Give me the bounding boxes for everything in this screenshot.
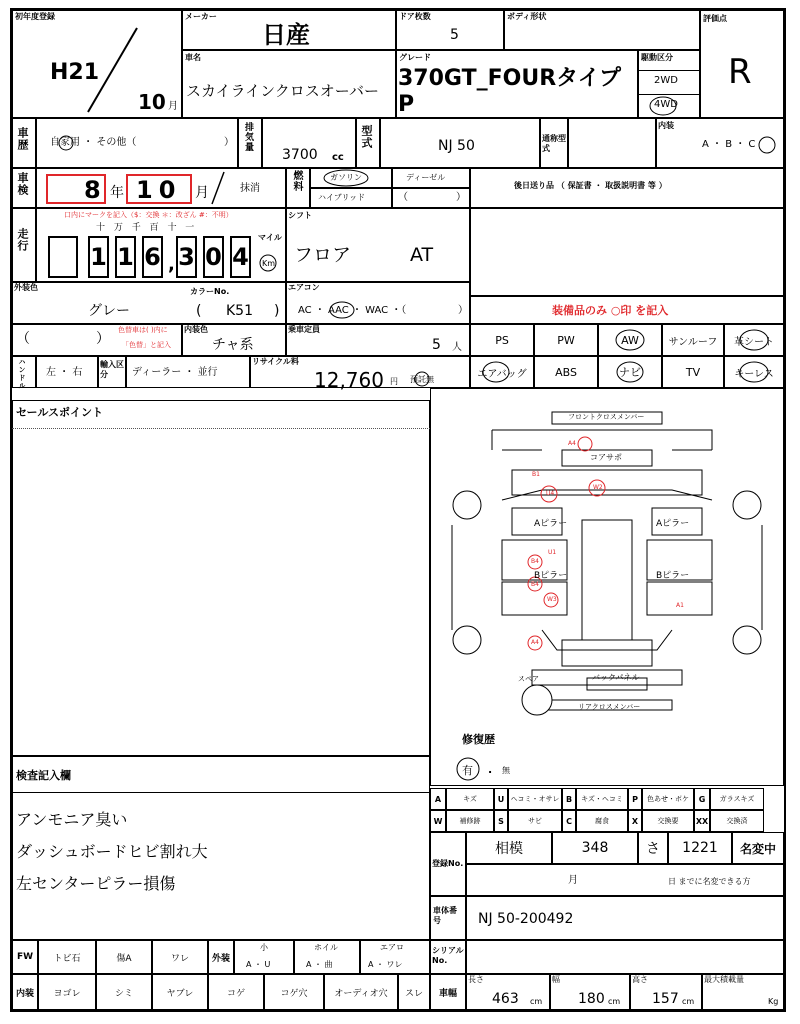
inspection-month-unit: 月 — [195, 185, 209, 201]
exterior-color-label: 外装色 — [14, 283, 38, 292]
recycle-label: リサイクル料 — [252, 357, 299, 366]
ext-small: A ・ U — [246, 960, 271, 969]
equip-ps: PS — [470, 324, 534, 356]
drive-label: 駆動区分 — [641, 53, 673, 62]
mileage-comma: , — [168, 254, 175, 275]
recycle-value: 12,760 — [314, 368, 384, 392]
model-code-value: NJ 50 — [438, 138, 475, 154]
max-load-label: 最大積載量 — [704, 975, 744, 984]
int-item-3: ヤブレ — [152, 974, 208, 1010]
legend-cell: 腐食 — [576, 810, 628, 832]
inspection-notes-label: 検査記入欄 — [16, 769, 71, 782]
length-unit: cm — [530, 997, 543, 1006]
int-item-5: コゲ穴 — [264, 974, 324, 1010]
legend-cell: B — [562, 788, 576, 810]
drive-2wd: 2WD — [654, 75, 678, 86]
later-items-label: 後日送り品 （ 保証書 ・ 取扱説明書 等 ） — [514, 181, 667, 190]
repair-no: 無 — [502, 766, 510, 775]
inspection-note-1: アンモニア臭い — [16, 810, 128, 829]
mileage-note: 口内にマークを記入（$：交換 ＊：改ざん #：不明） — [64, 211, 233, 219]
diagram-core-support: コアサポ — [590, 453, 622, 462]
equip-leather-circle — [732, 328, 776, 352]
legend-cell: 交換済 — [710, 810, 764, 832]
mark-b1: B1 — [532, 471, 540, 478]
inspection-month: 10 — [136, 176, 182, 204]
registration-day-text: 日 までに名変できる方 — [668, 877, 751, 886]
capacity-label: 乗車定員 — [288, 325, 320, 334]
legend-cell: P — [628, 788, 642, 810]
fw-item-2: 傷A — [96, 940, 152, 974]
registration-label: 登録No. — [432, 859, 464, 868]
equip-airbag: エアバッグ — [470, 356, 534, 388]
mileage-digit-0 — [48, 236, 78, 278]
diagram-back-panel: バックパネル — [592, 673, 640, 682]
chassis-value: NJ 50-200492 — [478, 911, 574, 927]
doors-label: ドア枚数 — [399, 12, 431, 21]
equipment-header: 装備品のみ ○印 を記入 — [552, 304, 669, 317]
mileage-km-circle — [256, 254, 280, 272]
mileage-digit-1: 1 — [88, 236, 109, 278]
fuel-other-close: ） — [456, 192, 466, 203]
mileage-label: 走行 — [16, 228, 29, 252]
aircon-aac-circle — [328, 300, 356, 320]
mark-w3: W3 — [547, 596, 557, 603]
equip-pw: PW — [534, 324, 598, 356]
maker-value: 日産 — [262, 21, 310, 49]
exterior-color-value: グレー — [88, 303, 130, 319]
legend-cell: G — [694, 788, 710, 810]
aircon-close: ） — [458, 305, 468, 316]
color-change-open: （ — [16, 331, 30, 347]
equip-tv: TV — [662, 356, 724, 388]
interior-color-value: チャ系 — [212, 337, 254, 353]
drive-4wd: 4WD — [654, 99, 678, 110]
mark-a4-rear: A4 — [531, 639, 539, 646]
mark-a4-front: A4 — [568, 440, 576, 447]
later-items-area — [470, 208, 784, 296]
max-load-unit: Kg — [768, 997, 779, 1006]
common-type-cell — [568, 118, 656, 168]
aircon-label: エアコン — [288, 283, 320, 292]
mileage-digit-5: 0 — [203, 236, 224, 278]
registration-office: 相模 — [466, 832, 552, 864]
int-item-6: オーディオ穴 — [324, 974, 398, 1010]
inspection-year-unit: 年 — [110, 185, 124, 201]
shift-label: シフト — [288, 211, 312, 220]
grade-score-label: 評価点 — [703, 14, 727, 23]
import-label: 輸入区分 — [100, 360, 124, 380]
registration-class: 348 — [552, 832, 638, 864]
repair-dot: . — [488, 763, 493, 776]
sales-points-cell — [12, 400, 430, 756]
equip-leather: 革シート — [724, 324, 784, 356]
first-reg-label: 初年度登録 — [15, 12, 55, 21]
registration-number: 1221 — [668, 832, 732, 864]
height-label: 高さ — [632, 975, 648, 984]
first-reg-month: 10 — [138, 90, 166, 114]
inspection-notes-divider — [12, 792, 430, 793]
ext-small-head: 小 — [260, 943, 268, 952]
mark-b4-2: B4 — [531, 581, 539, 588]
history-close: ） — [224, 137, 234, 148]
grade-label: グレード — [399, 53, 431, 62]
interior-c-circle — [757, 136, 777, 154]
fw-label: FW — [12, 940, 38, 974]
equip-aw-circle — [608, 328, 652, 352]
first-reg-era: H21 — [50, 60, 100, 85]
legend-cell: ガラスキズ — [710, 788, 764, 810]
int-label: 内装 — [12, 974, 38, 1010]
chassis-label: 車体番号 — [433, 906, 457, 926]
interior-color-label: 内装色 — [184, 325, 208, 334]
ext-label: 外装 — [208, 940, 234, 974]
grade-score-value: R — [728, 52, 752, 92]
body-label: ボディ形状 — [507, 12, 547, 21]
ext-aero: A ・ ワレ — [368, 960, 403, 969]
height-value: 157 — [652, 991, 679, 1007]
inspection-note-2: ダッシュボードヒビ割れ大 — [16, 842, 208, 861]
equip-abs: ABS — [534, 356, 598, 388]
model-name-value: スカイラインクロスオーバー — [186, 82, 380, 100]
dims-label: 車幅 — [430, 974, 466, 1010]
transmission-value: AT — [410, 244, 434, 266]
legend-cell: サビ — [508, 810, 562, 832]
int-item-1: ヨゴレ — [38, 974, 96, 1010]
equip-keyless-circle — [732, 360, 776, 384]
diagram-a-pillar-left: Aピラー — [534, 519, 568, 529]
ext-wheel: A ・ 曲 — [306, 960, 333, 969]
color-no-open: ( — [196, 303, 202, 319]
grade-line2: P — [398, 92, 415, 117]
mileage-unit-km: Km — [262, 259, 276, 268]
diagram-front-cross: フロントクロスメンバー — [568, 413, 645, 421]
legend-cell: 交換要 — [642, 810, 694, 832]
inspection-year: 8 — [84, 176, 101, 204]
inspection-label: 車検 — [16, 172, 29, 196]
inspection-slash — [208, 170, 228, 206]
diagram-spare: スペア — [518, 675, 539, 683]
color-no-value: K51 — [226, 303, 253, 319]
height-unit: cm — [682, 997, 695, 1006]
mark-u1: U1 — [548, 549, 557, 556]
width-unit: cm — [608, 997, 621, 1006]
interior-grades: A ・ B ・ C — [702, 139, 756, 150]
history-label: 車歴 — [16, 127, 29, 151]
first-reg-month-unit: 月 — [168, 101, 178, 112]
color-change-close: ） — [96, 331, 110, 347]
width-value: 180 — [578, 991, 605, 1007]
fuel-other-open: （ — [398, 192, 408, 203]
legend-cell: ヘコミ・オサレ — [508, 788, 562, 810]
ext-wheel-head: ホイル — [314, 943, 338, 952]
doors-value: 5 — [450, 27, 459, 43]
color-no-close: ) — [274, 303, 280, 319]
inspection-cancel: 抹消 — [240, 183, 260, 194]
sales-points-label: セールスポイント — [16, 406, 104, 419]
fw-item-1: トビ石 — [38, 940, 96, 974]
serial-cell — [466, 940, 784, 974]
fuel-hybrid: ハイブリッド — [318, 193, 366, 202]
mark-u4: U4 — [546, 490, 555, 497]
legend-cell: 色あせ・ボケ — [642, 788, 694, 810]
equip-navi: ナビ — [598, 356, 662, 388]
model-name-label: 車名 — [185, 53, 201, 62]
slash-mark — [82, 24, 142, 116]
serial-label: シリアルNo. — [432, 946, 464, 966]
fuel-gasoline-circle — [322, 168, 370, 188]
diagram-b-pillar-left: Bピラー — [534, 571, 568, 581]
legend-cell: A — [430, 788, 446, 810]
diagram-b-pillar-right: Bピラー — [656, 571, 690, 581]
displacement-label: 排気量 — [243, 122, 253, 152]
equip-aw: AW — [598, 324, 662, 356]
displacement-unit: cc — [332, 152, 344, 163]
mark-w2: W2 — [593, 484, 603, 491]
diagram-a-pillar-right: Aピラー — [656, 519, 690, 529]
diagram-rear-cross: リアクロスメンバー — [578, 703, 641, 711]
equip-sunroof: サンルーフ — [662, 324, 724, 356]
interior-label: 内装 — [658, 121, 674, 130]
mileage-digit-4: 3 — [176, 236, 197, 278]
shift-value: フロア — [294, 244, 352, 266]
registration-name-change: 名変中 — [732, 832, 784, 864]
ext-aero-head: エアロ — [380, 943, 404, 952]
mark-a1: A1 — [676, 602, 684, 609]
recycle-unit: 円 — [390, 377, 398, 386]
history-circle — [56, 134, 76, 152]
legend-cell: X — [628, 810, 642, 832]
aircon-options: AC ・ AAC ・ WAC ・（ — [298, 305, 407, 316]
handle-text: 左 ・ 右 — [46, 367, 83, 378]
legend-cell: キズ — [446, 788, 494, 810]
inspection-note-3: 左センターピラー損傷 — [16, 874, 176, 893]
capacity-value: 5 — [432, 337, 441, 353]
grade-line1: 370GT_FOURタイプ — [398, 66, 622, 91]
int-item-4: コゲ — [208, 974, 264, 1010]
legend-cell: W — [430, 810, 446, 832]
color-no-label: カラーNo. — [190, 287, 230, 296]
model-code-label: 型式 — [360, 125, 373, 149]
int-item-7: スレ — [398, 974, 430, 1010]
repair-yes: 有 — [462, 764, 473, 777]
mileage-units: 十 万 千 百 十 一 — [96, 223, 198, 233]
repair-label: 修復歴 — [462, 733, 495, 746]
repair-yes-circle — [454, 756, 482, 782]
width-label: 幅 — [552, 975, 560, 984]
mileage-unit-mile: マイル — [258, 233, 282, 242]
capacity-unit: 人 — [452, 342, 462, 353]
import-text: ディーラー ・ 並行 — [132, 367, 218, 378]
int-item-2: シミ — [96, 974, 152, 1010]
length-value: 463 — [492, 991, 519, 1007]
legend-cell: S — [494, 810, 508, 832]
legend-cell: C — [562, 810, 576, 832]
mileage-digit-3: 6 — [142, 236, 163, 278]
history-text: 自家用 ・ その他（ — [50, 137, 137, 148]
recycle-deposit: 預託無 — [410, 375, 434, 384]
equip-airbag-circle — [476, 360, 528, 384]
legend-cell: キズ・ヘコミ — [576, 788, 628, 810]
fw-item-3: ワレ — [152, 940, 208, 974]
length-label: 長さ — [468, 975, 484, 984]
displacement-value: 3700 — [282, 147, 318, 163]
fuel-diesel: ディーゼル — [406, 173, 446, 182]
legend-cell: 補修跡 — [446, 810, 494, 832]
handle-label: ハンドル — [18, 358, 26, 390]
registration-kana: さ — [638, 832, 668, 864]
equip-keyless: キーレス — [724, 356, 784, 388]
mileage-digit-6: 4 — [230, 236, 251, 278]
fuel-label: 燃料 — [291, 170, 302, 192]
auction-sheet — [10, 8, 786, 1012]
legend-cell: XX — [694, 810, 710, 832]
common-type-label: 通称型式 — [542, 134, 566, 153]
recycle-deposit-circle — [412, 370, 432, 388]
drive-4wd-circle — [648, 95, 678, 117]
legend-cell: U — [494, 788, 508, 810]
sales-points-divider — [12, 428, 430, 429]
fuel-gasoline: ガソリン — [330, 173, 362, 182]
mileage-digit-2: 1 — [115, 236, 136, 278]
equip-navi-circle — [608, 360, 652, 384]
registration-month-unit: 月 — [568, 875, 578, 886]
color-change-note1: 色替車は( )内に — [118, 326, 168, 334]
mark-b4-1: B4 — [531, 558, 539, 565]
color-change-note2: 「色替」と記入 — [122, 341, 171, 349]
maker-label: メーカー — [185, 12, 217, 21]
